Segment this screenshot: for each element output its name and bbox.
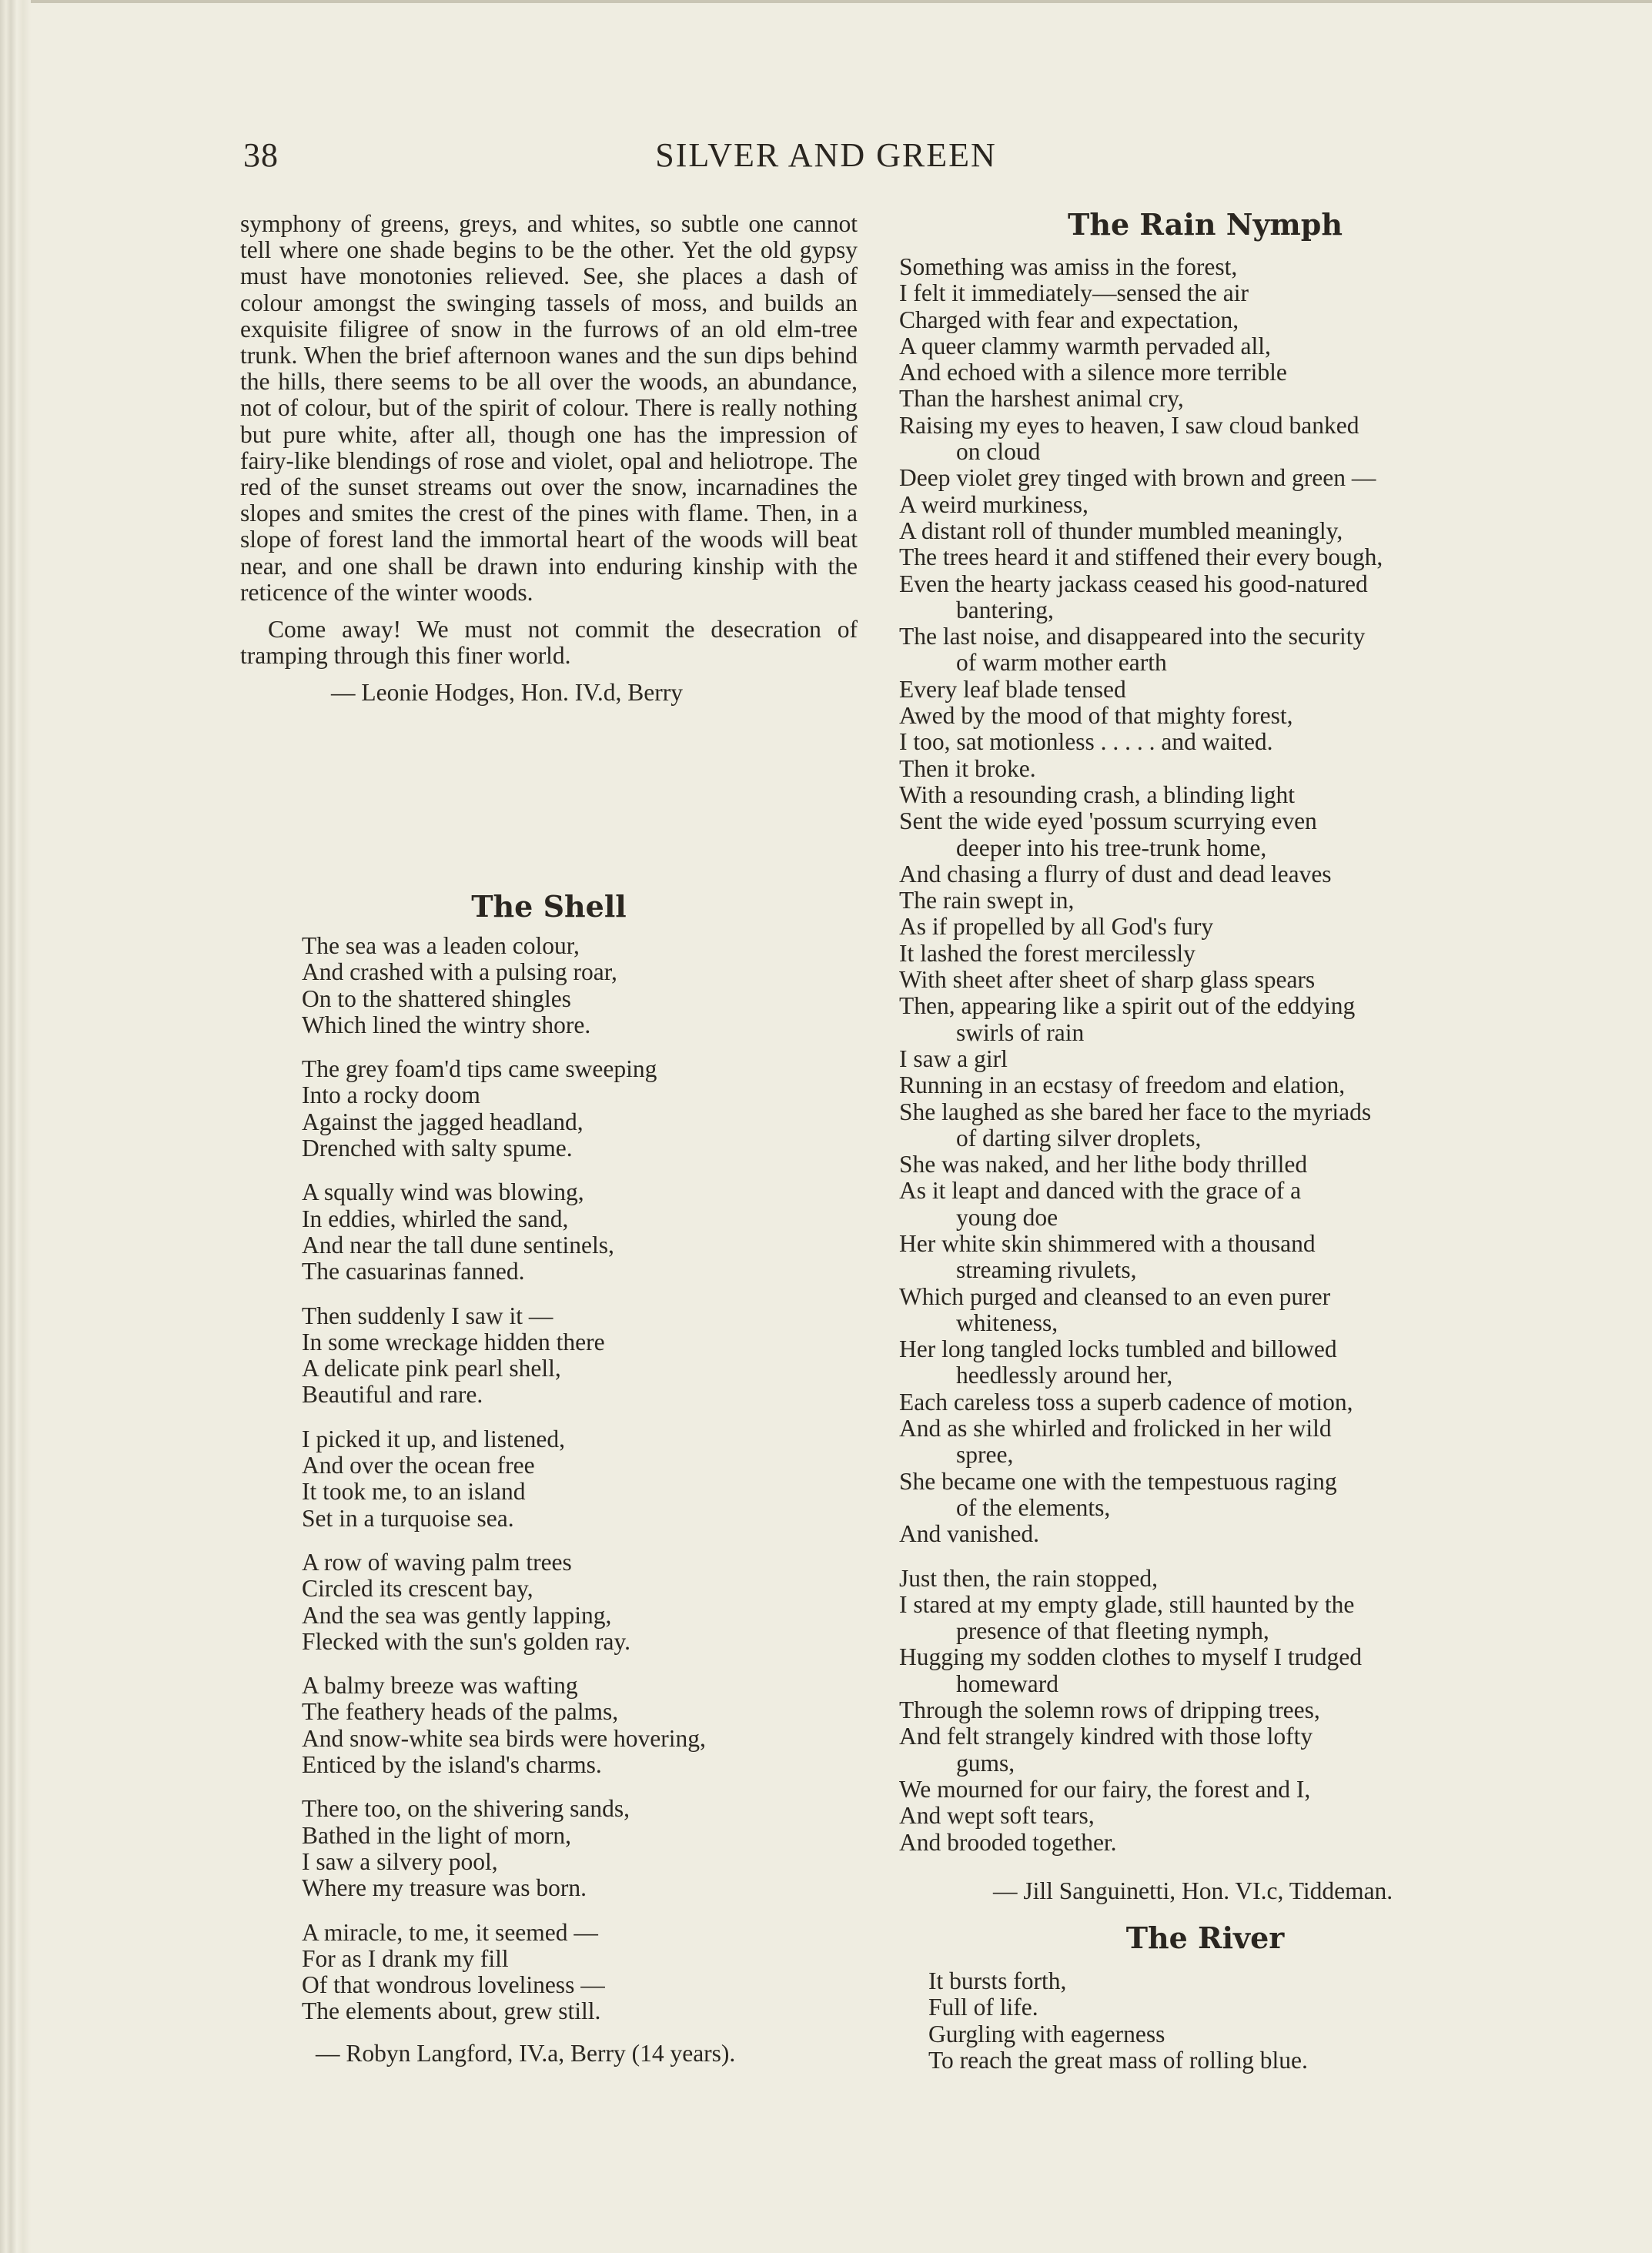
poem-line: And felt strangely kindred with those lofty [899, 1723, 1313, 1750]
poem-line: Bathed in the light of morn, [302, 1821, 571, 1849]
poem-line: Enticed by the island's charms. [302, 1751, 602, 1779]
poem-line: And over the ocean free [302, 1452, 535, 1479]
poem-line: A queer clammy warmth pervaded all, [899, 332, 1271, 359]
poem-line: presence of that fleeting nymph, [956, 1617, 1269, 1645]
poem-line: Then suddenly I saw it — [302, 1302, 553, 1329]
poem-line: Sent the wide eyed 'possum scurrying even [899, 807, 1317, 835]
poem-title-the-shell: The Shell [471, 889, 627, 924]
poem-line: The grey foam'd tips came sweeping [302, 1055, 657, 1083]
poem-line: Where my treasure was born. [302, 1874, 587, 1902]
poem-the-rain-nymph [899, 254, 1383, 1856]
poem-line: spree, [956, 1441, 1014, 1469]
poem-line: Against the jagged headland, [302, 1108, 584, 1135]
poem-line: swirls of rain [956, 1018, 1085, 1046]
poem-line: homeward [956, 1670, 1058, 1697]
stanza [302, 1056, 706, 1162]
poem-line: And snow-white sea birds were hovering, [302, 1724, 706, 1752]
poem-line: And crashed with a pulsing roar, [302, 958, 617, 986]
stanza [899, 1566, 1383, 1856]
poem-line: streaming rivulets, [956, 1256, 1137, 1284]
poem-line: I saw a girl [899, 1045, 1008, 1072]
stanza [302, 933, 706, 1038]
poem-line: Then, appearing like a spirit out of the eddying [899, 992, 1356, 1020]
poem-line: She was naked, and her lithe body thrilled [899, 1151, 1308, 1178]
poem-line: Into a rocky doom [302, 1081, 480, 1109]
poem-line: The last noise, and disappeared into the security [899, 623, 1366, 650]
poem-line: A distant roll of thunder mumbled meaningly, [899, 516, 1343, 544]
poem-line: Even the hearty jackass ceased his good-natured [899, 570, 1368, 597]
essay-section [240, 211, 858, 706]
poem-line: She became one with the tempestuous raging [899, 1467, 1337, 1495]
poem-line: And brooded together. [899, 1828, 1117, 1856]
poem-line: Beautiful and rare. [302, 1381, 483, 1409]
shell-credit: — Robyn Langford, IV.a, Berry (14 years). [316, 2040, 736, 2067]
poem-line: young doe [956, 1203, 1058, 1231]
poem-line: Than the harshest animal cry, [899, 385, 1184, 413]
essay-credit: — Leonie Hodges, Hon. IV.d, Berry [331, 679, 683, 707]
poem-line: Which lined the wintry shore. [302, 1011, 591, 1038]
poem-line: A miracle, to me, it seemed — [302, 1918, 598, 1946]
poem-line: Something was amiss in the forest, [899, 253, 1238, 280]
poem-line: Which purged and cleansed to an even purer [899, 1282, 1331, 1310]
poem-line: Circled its crescent bay, [302, 1575, 533, 1603]
poem-line: A row of waving palm trees [302, 1548, 572, 1576]
poem-line: And echoed with a silence more terrible [899, 359, 1287, 386]
poem-line: As it leapt and danced with the grace of a [899, 1177, 1302, 1205]
poem-line: Full of life. [928, 1994, 1038, 2021]
poem-line: whiteness, [956, 1309, 1058, 1336]
poem-line: A squally wind was blowing, [302, 1178, 584, 1206]
stanza [302, 1673, 706, 1778]
poem-the-river [928, 1968, 1308, 2074]
poem-line: Then it broke. [899, 754, 1036, 782]
essay-paragraph: Come away! We must not commit the desecration of tramping through this finer world. [240, 616, 858, 670]
poem-line: With a resounding crash, a blinding light [899, 781, 1296, 808]
poem-line: of the elements, [956, 1493, 1111, 1521]
poem-line: Awed by the mood of that mighty forest, [899, 702, 1293, 730]
poem-line: Running in an ecstasy of freedom and elation, [899, 1071, 1346, 1099]
poem-line: I picked it up, and listened, [302, 1425, 566, 1452]
poem-line: Each careless toss a superb cadence of motion, [899, 1388, 1353, 1416]
poem-title-the-river: The River [1125, 1920, 1285, 1955]
poem-line: Flecked with the sun's golden ray. [302, 1627, 631, 1655]
poem-line: In eddies, whirled the sand, [302, 1205, 569, 1232]
poem-line: Gurgling with eagerness [928, 2020, 1165, 2047]
poem-line: The casuarinas fanned. [302, 1258, 525, 1285]
poem-line: It lashed the forest mercilessly [899, 939, 1196, 967]
poem-line: The trees heard it and stiffened their every bough, [899, 543, 1383, 571]
poem-line: Deep violet grey tinged with brown and green — [899, 464, 1376, 492]
poem-line: A weird murkiness, [899, 490, 1089, 518]
poem-line: Hugging my sodden clothes to myself I trudged [899, 1643, 1363, 1671]
poem-line: I felt it immediately—sensed the air [899, 279, 1249, 307]
poem-line: As if propelled by all God's fury [899, 913, 1214, 941]
poem-line: For as I drank my fill [302, 1944, 509, 1972]
essay-paragraph: symphony of greens, greys, and whites, so subtle one cannot tell where one shade begins to be the other. Yet the old gypsy must have monotonies relieved. See, she places a dash of colour amongst the swinging tassels of moss, and builds an exquisite filigree of snow in the furrows of an old elm-tree trunk. When the brief afternoon wanes and the sun dips behind the hills, there seems to be all over the woods, an abundance, not of colour, but of the spirit of colour. There is really nothing but pure white, after all, though one has the impression of fairy-like blendings of rose and violet, opal and heliotrope. The red of the sunset streams out over the snow, incarnadines the slopes and smites the crest of the pines with flame. Then, in a slope of forest land the immortal heart of the woods will beat near, and one shall be drawn into enduring kinship with the reticence of the winter woods. [240, 210, 858, 606]
stanza [928, 1968, 1308, 2074]
poem-line: And near the tall dune sentinels, [302, 1231, 614, 1259]
poem-line: Her long tangled locks tumbled and billowed [899, 1335, 1337, 1363]
poem-the-shell [302, 933, 706, 2025]
poem-line: of darting silver droplets, [956, 1124, 1202, 1152]
rain-nymph-credit: — Jill Sanguinetti, Hon. VI.c, Tiddeman. [993, 1877, 1393, 1904]
poem-line: The feathery heads of the palms, [302, 1698, 619, 1726]
poem-line: Charged with fear and expectation, [899, 306, 1239, 333]
poem-line: Drenched with salty spume. [302, 1135, 573, 1162]
poem-line: And the sea was gently lapping, [302, 1601, 612, 1629]
poem-line: Her white skin shimmered with a thousand [899, 1229, 1316, 1257]
binding-edge [0, 0, 31, 2253]
page-top-edge [0, 0, 1652, 3]
stanza [899, 254, 1383, 1548]
poem-line: The rain swept in, [899, 887, 1075, 914]
poem-line: Of that wondrous loveliness — [302, 1971, 605, 1999]
poem-line: We mourned for our fairy, the forest and I, [899, 1775, 1311, 1803]
page-number: 38 [243, 136, 279, 174]
essay-text [240, 211, 858, 669]
poem-line: deeper into his tree-trunk home, [956, 834, 1267, 861]
poem-line: It bursts forth, [928, 1967, 1067, 1994]
poem-line: Through the solemn rows of dripping trees, [899, 1696, 1320, 1724]
poem-line: And as she whirled and frolicked in her wild [899, 1415, 1332, 1442]
poem-line: With sheet after sheet of sharp glass spears [899, 966, 1316, 994]
poem-line: A balmy breeze was wafting [302, 1672, 578, 1700]
poem-line: on cloud [956, 438, 1041, 466]
stanza [302, 1920, 706, 2025]
poem-line: heedlessly around her, [956, 1362, 1173, 1389]
poem-line: The sea was a leaden colour, [302, 932, 580, 959]
poem-line: In some wreckage hidden there [302, 1328, 605, 1355]
poem-line: gums, [956, 1749, 1015, 1777]
poem-line: The elements about, grew still. [302, 1997, 601, 2025]
stanza [302, 1426, 706, 1532]
poem-line: I saw a silvery pool, [302, 1847, 498, 1875]
poem-line: And vanished. [899, 1520, 1039, 1548]
stanza [302, 1796, 706, 1901]
stanza [302, 1179, 706, 1285]
poem-line: It took me, to an island [302, 1478, 526, 1506]
poem-line: Set in a turquoise sea. [302, 1504, 514, 1532]
poem-line: And chasing a flurry of dust and dead leaves [899, 860, 1332, 887]
poem-line: And wept soft tears, [899, 1802, 1095, 1830]
poem-line: I stared at my empty glade, still haunted by the [899, 1590, 1355, 1618]
poem-line: A delicate pink pearl shell, [302, 1355, 561, 1382]
poem-line: Every leaf blade tensed [899, 675, 1126, 703]
poem-line: I too, sat motionless . . . . . and waited. [899, 728, 1273, 756]
poem-line: She laughed as she bared her face to the myriads [899, 1098, 1372, 1125]
stanza [302, 1549, 706, 1655]
poem-line: On to the shattered shingles [302, 984, 571, 1012]
poem-line: Raising my eyes to heaven, I saw cloud banked [899, 411, 1359, 439]
running-head: SILVER AND GREEN [655, 136, 997, 174]
poem-line: There too, on the shivering sands, [302, 1795, 630, 1823]
poem-line: of warm mother earth [956, 649, 1167, 677]
poem-title-the-rain-nymph: The Rain Nymph [1068, 207, 1343, 242]
poem-line: To reach the great mass of rolling blue. [928, 2046, 1308, 2074]
stanza [302, 1303, 706, 1409]
poem-line: bantering, [956, 596, 1054, 623]
poem-line: Just then, the rain stopped, [899, 1564, 1158, 1592]
